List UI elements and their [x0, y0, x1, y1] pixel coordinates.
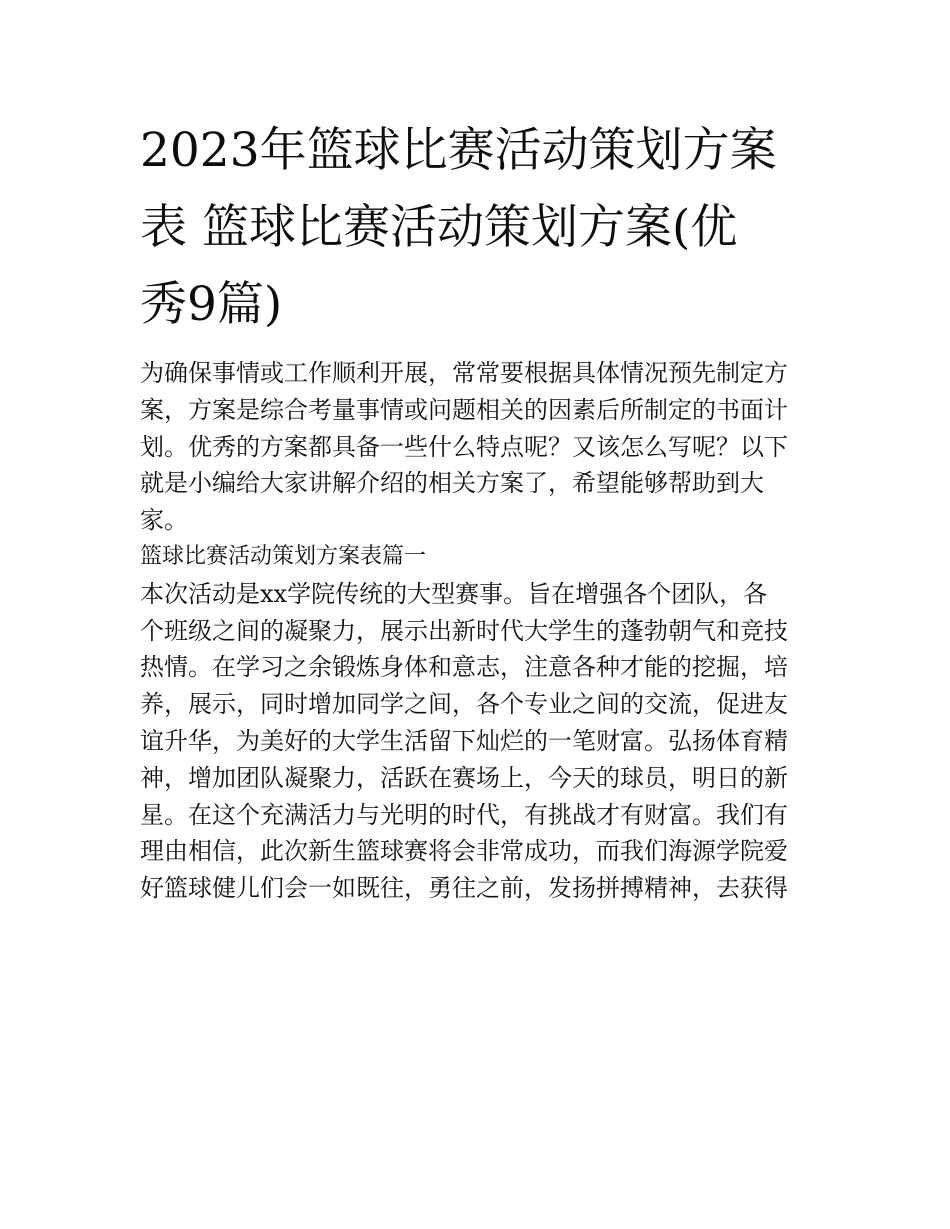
body-line: 好篮球健儿们会一如既往，勇往之前，发扬拼搏精神，去获得: [140, 874, 788, 903]
document-content: [140, 112, 812, 907]
intro-paragraph: [140, 355, 812, 539]
body-paragraph: [140, 576, 812, 907]
intro-line: 就是小编给大家讲解介绍的相关方案了，希望能够帮助到大: [140, 469, 764, 498]
intro-line: 案，方案是综合考量事情或问题相关的因素后所制定的书面计: [140, 395, 788, 424]
body-line: 热情。在学习之余锻炼身体和意志，注意各种才能的挖掘，培: [140, 653, 788, 682]
body-line: 本次活动是xx学院传统的大型赛事。旨在增强各个团队，各: [140, 579, 768, 608]
section-heading: 篮球比赛活动策划方案表篇一: [140, 543, 427, 569]
document-title: [140, 112, 812, 343]
body-line: 谊升华，为美好的大学生活留下灿烂的一笔财富。弘扬体育精: [140, 726, 788, 755]
title-line: 秀9篇): [140, 277, 283, 332]
title-line: 表 篮球比赛活动策划方案(优: [140, 200, 738, 255]
body-line: 个班级之间的凝聚力，展示出新时代大学生的蓬勃朝气和竞技: [140, 616, 788, 645]
intro-line: 家。: [140, 506, 188, 535]
intro-line: 为确保事情或工作顺利开展，常常要根据具体情况预先制定方: [140, 359, 788, 387]
body-line: 养，展示，同时增加同学之间，各个专业之间的交流，促进友: [140, 690, 788, 719]
body-line: 星。在这个充满活力与光明的时代，有挑战才有财富。我们有: [140, 800, 788, 829]
body-line: 神，增加团队凝聚力，活跃在赛场上，今天的球员，明日的新: [140, 763, 788, 792]
title-line: 2023年篮球比赛活动策划方案: [140, 123, 777, 178]
intro-line: 划。优秀的方案都具备一些什么特点呢？又该怎么写呢？以下: [140, 432, 788, 461]
body-line: 理由相信，此次新生篮球赛将会非常成功，而我们海源学院爱: [140, 837, 788, 866]
